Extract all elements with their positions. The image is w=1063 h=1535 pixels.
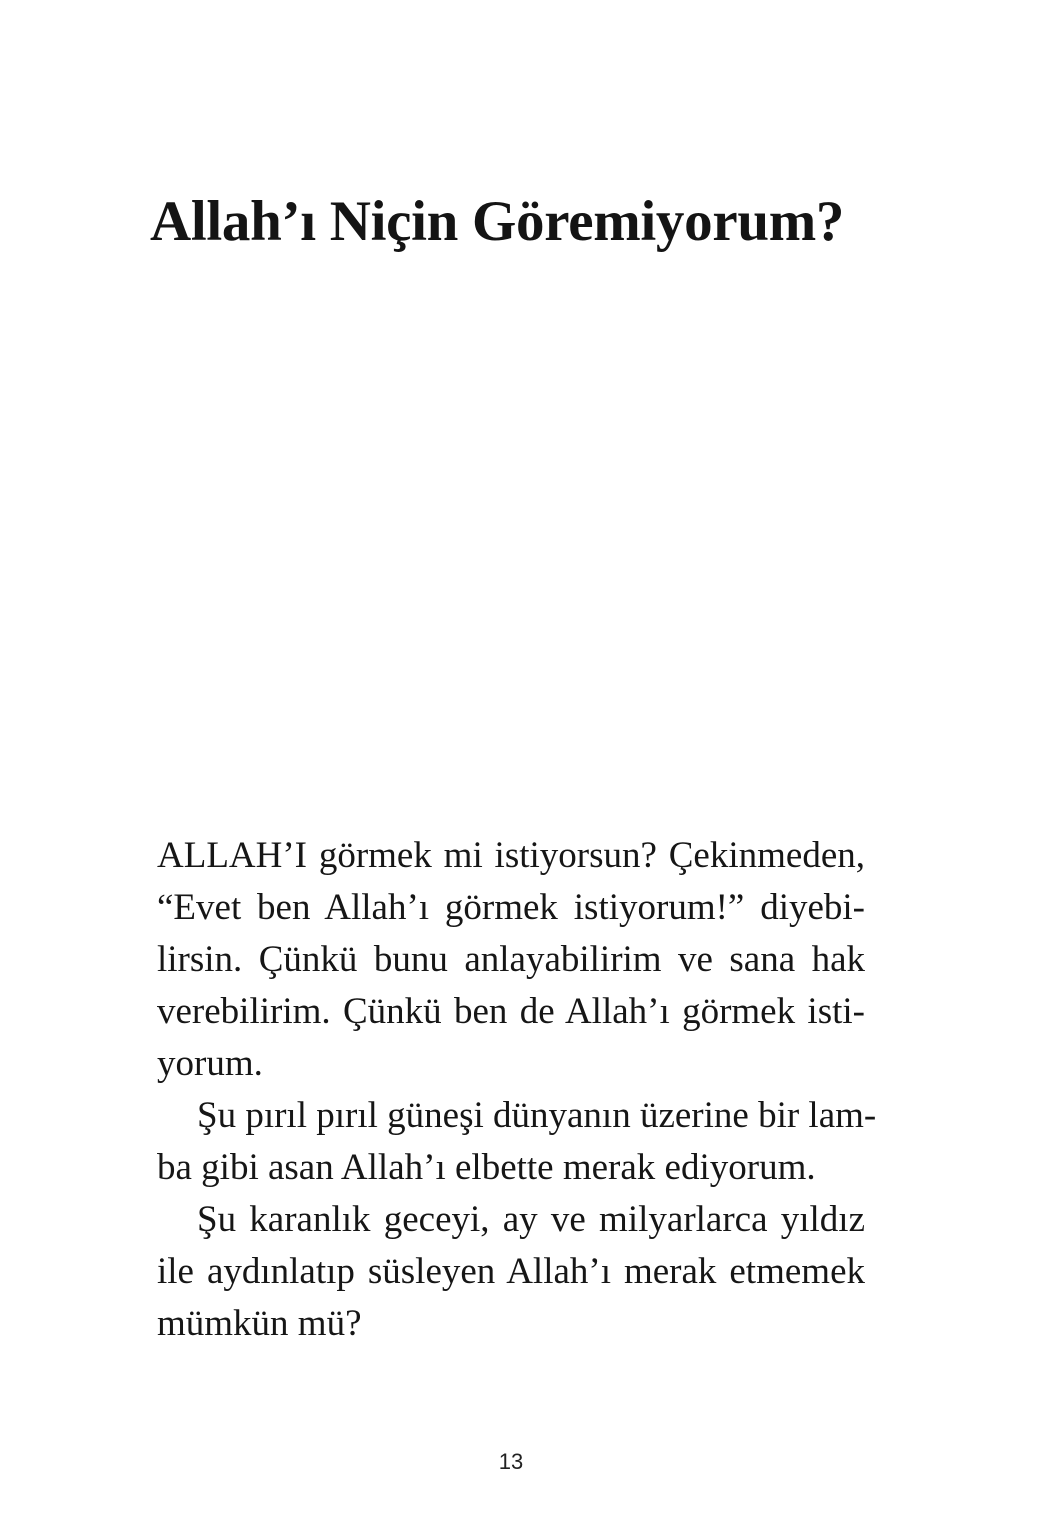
paragraph-1-line-3: lirsin. Çünkü bunu anlayabilirim ve sana hak [157,939,865,980]
paragraph-1-line-4: verebilirim. Çünkü ben de Allah’ı görmek isti- [157,991,865,1032]
paragraph-3-line-1: Şu karanlık geceyi, ay ve milyarlarca yıldız [197,1199,865,1240]
page-number: 13 [498,1449,524,1474]
paragraph-3-line-2: ile aydınlatıp süsleyen Allah’ı merak etmemek [157,1251,865,1292]
paragraph-1-line-1: ALLAH’I görmek mi istiyorsun? Çekinmeden, [157,835,865,876]
paragraph-1-line-2: “Evet ben Allah’ı görmek istiyorum!” diyebi- [157,887,865,928]
paragraph-2-line-1: Şu pırıl pırıl güneşi dünyanın üzerine bir lam- [197,1095,877,1136]
body-text [157,830,877,1350]
paragraph-2-line-2: ba gibi asan Allah’ı elbette merak ediyorum. [157,1147,816,1188]
paragraph-3-line-3: mümkün mü? [157,1303,362,1344]
paragraph-1-line-5: yorum. [157,1043,263,1084]
chapter-title: Allah’ı Niçin Göremiyorum? [150,190,845,253]
